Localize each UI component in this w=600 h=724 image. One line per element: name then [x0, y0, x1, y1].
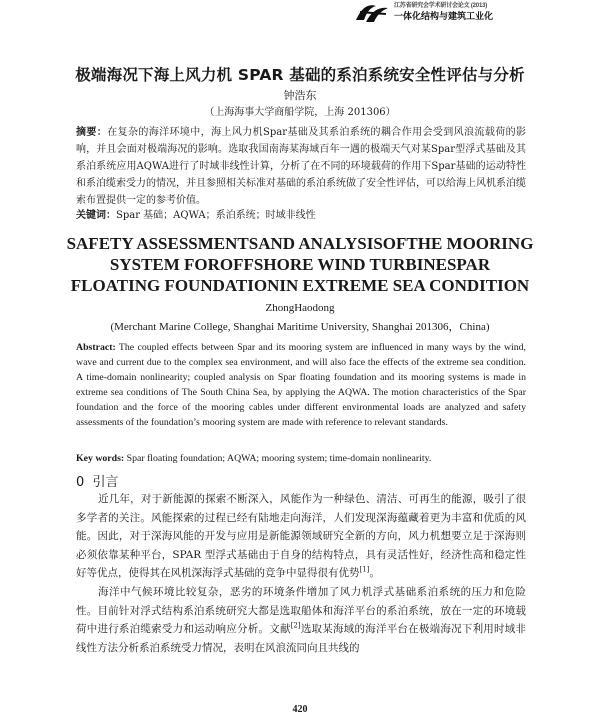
header-line-1: 江苏省研究会学术研讨会论文 (2013)	[394, 3, 488, 9]
keywords-chinese	[76, 209, 526, 223]
abstract-english	[76, 340, 526, 430]
keywords-english-label: Key words:	[76, 453, 125, 464]
title-english-line: SYSTEM FOROFFSHORE WIND TURBINESPAR	[109, 255, 491, 274]
paragraph	[76, 583, 526, 657]
keywords-english-text: Spar floating foundation; AQWA; mooring system; time-domain nonlinearity.	[126, 453, 432, 464]
section-number: 0	[76, 475, 85, 490]
abstract-english-label: Abstract:	[76, 342, 116, 353]
abstract-chinese	[76, 124, 526, 209]
title-english	[0, 233, 600, 296]
title-chinese: 极端海况下海上风力机 SPAR 基础的系泊系统安全性评估与分析	[75, 66, 525, 84]
paragraph-text: 近几年，对于新能源的探索不断深入，风能作为一种绿色、清洁、可再生的能源，吸引了很多学者的关注。风能探索的过程已经有陆地走向海洋，人们发现深海蕴藏着更为丰富和优质的风能。因此，对于深海风能的开发与应用是新能源领域研究全新的方向，风力机想要立足于深海则必须依靠某种平台，SPAR 型浮式基础由于自身的结构特点，具有灵活性好，经济性高和稳定性好等优点，使得其在风机深海浮式基础的竞争中显得很有优势	[76, 493, 526, 580]
title-english-line: SAFETY ASSESSMENTSAND ANALYSISOFTHE MOORING	[66, 234, 534, 253]
abstract-english-text: The coupled effects between Spar and its mooring system are influenced in many ways by the wind, wave and current due to the complex sea environment, and will also face the effects of the extreme sea condition. A time-domain nonlinearity; coupled analysis on Spar floating foundation and its mooring systems is made in extreme sea conditions of The South China Sea, by applying the AQWA. The motion characteristics of the Spar foundation and the force of the mooring cables under different environmental loads are analyzed and safety assessments of the foundation’s mooring system are made with reference to relevant standards.	[76, 342, 526, 428]
citation-ref: [1]	[359, 565, 370, 574]
keywords-chinese-label: 关键词：	[76, 210, 116, 221]
affiliation-chinese: （上海海事大学商船学院，上海 201306）	[204, 107, 396, 118]
author-english: ZhongHaodong	[265, 302, 335, 314]
paragraph-text: 选取某海域的海洋平台在极端海况下利用时域非线性方法分析系泊系统受力情况，表明在风浪流同向且共线的	[76, 623, 526, 654]
journal-header	[352, 0, 600, 30]
journal-logo-icon	[352, 0, 392, 24]
abstract-chinese-label: 摘要：	[76, 127, 108, 138]
header-line-2: 一体化结构与建筑工业化	[394, 12, 494, 22]
keywords-chinese-text: Spar 基础；AQWA；系泊系统；时域非线性	[116, 210, 316, 221]
paragraph	[76, 490, 526, 583]
section-title: 引言	[92, 475, 119, 490]
section-heading	[76, 471, 119, 490]
abstract-chinese-text: 在复杂的海洋环境中，海上风力机Spar基础及其系泊系统的耦合作用会受到风浪流载荷的影响，并且会面对极端海况的影响。选取我国南海某海域百年一遇的极端天气对某Spar型浮式基础及其系泊系统应用AQWA进行了时域非线性计算，分析了在不同的环境载荷的作用下Spar基础的运动特性和系泊缆索受力的情况，并且参照相关标准对基础的系泊系统做了安全性评估，可以给海上风机系泊缆索布置提供一定的参考价值。	[76, 127, 526, 206]
author-chinese: 钟浩东	[283, 89, 317, 102]
paragraph-text: 。	[369, 567, 380, 580]
citation-ref: [2]	[290, 621, 301, 630]
keywords-english	[76, 453, 526, 464]
body-text	[76, 490, 526, 657]
title-english-line: FLOATING FOUNDATIONIN EXTREME SEA CONDITION	[70, 276, 530, 295]
affiliation-english: (Merchant Marine College, Shanghai Maritime University, Shanghai 201306，China)	[110, 321, 490, 333]
page-number: 420	[292, 704, 308, 715]
paragraph-text: 海洋中气候环境比较复杂，恶劣的环境条件增加了风力机浮式基础系泊系统的压力和危险性。目前针对浮式结构系泊系统研究大都是选取船体和海洋平台的系泊系统，放在一定的环境载荷中进行系泊缆索受力和运动响应分析。文献	[76, 585, 526, 636]
